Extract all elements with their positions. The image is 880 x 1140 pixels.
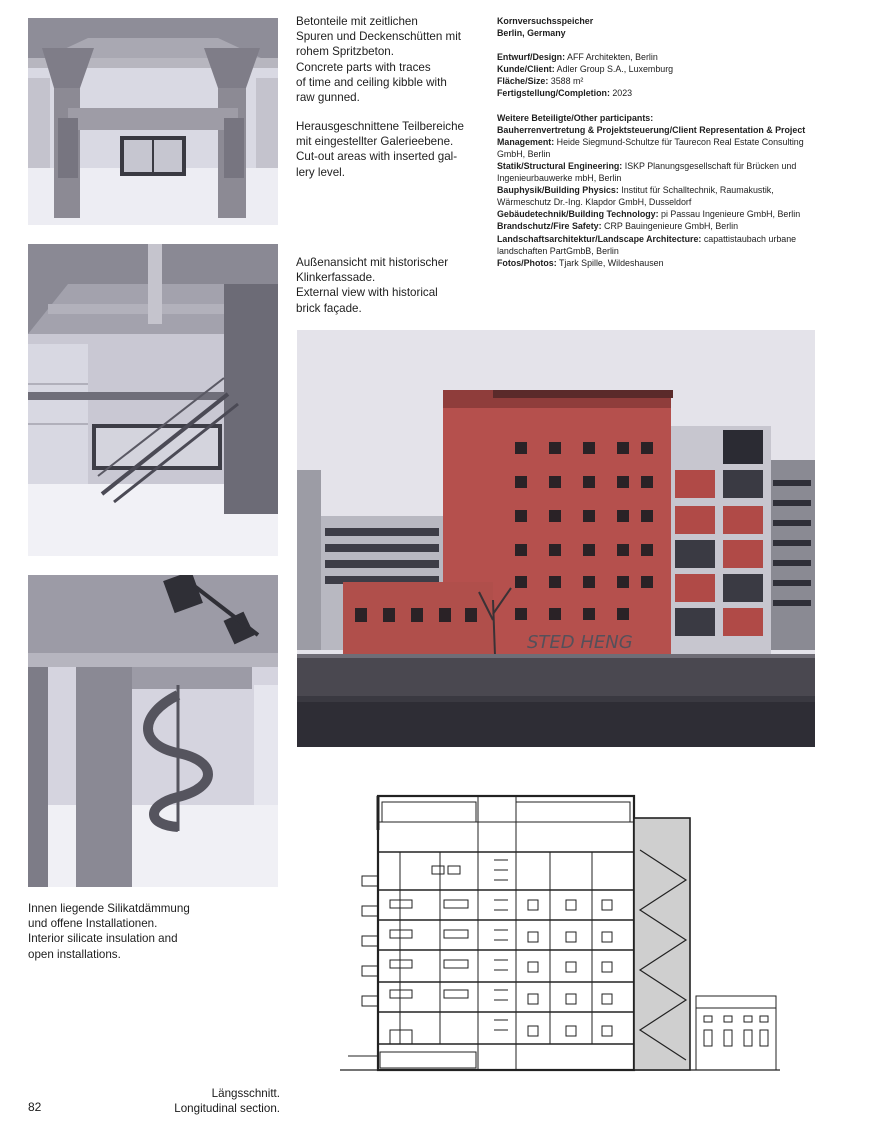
credit-item (497, 160, 827, 184)
credit-label: Bauphysik/Building Physics: (497, 185, 619, 196)
caption-line: und offene Installationen. (28, 917, 158, 931)
credit-value: 3588 m² (548, 76, 584, 87)
credit-label: Gebäudetechnik/Building Technology: (497, 209, 659, 220)
caption-line: Innen liegende Silikatdämmung (28, 902, 190, 915)
credit-item (497, 124, 827, 160)
credit-value: Tjark Spille, Wildeshausen (556, 257, 664, 268)
caption-line: Cut-out areas with inserted gal- (296, 150, 458, 164)
project-credits (497, 15, 827, 269)
credit-item (497, 63, 827, 75)
project-location: Berlin, Germany (497, 28, 566, 39)
caption-line: rohem Spritzbeton. (296, 45, 394, 59)
credit-label: Entwurf/Design: (497, 52, 566, 63)
caption-longitudinal-section (174, 1086, 280, 1116)
caption-line: Longitudinal section. (174, 1102, 280, 1116)
caption-line: open installations. (28, 947, 121, 961)
credit-label: Statik/Structural Engineering: (497, 160, 623, 171)
caption-line: Klinkerfassade. (296, 271, 376, 285)
credit-value: 2023 (609, 88, 633, 99)
credit-value: CRP Bauingenieure GmbH, Berlin (601, 221, 739, 232)
project-name: Kornversuchsspeicher (497, 16, 594, 26)
caption-line: Concrete parts with traces (296, 60, 431, 74)
page-number: 82 (28, 1100, 42, 1114)
caption-line: Spuren und Deckenschütten mit (296, 30, 461, 44)
caption-concrete-parts (296, 14, 486, 105)
caption-interior-insulation (28, 901, 258, 962)
credit-value: Adler Group S.A., Luxemburg (554, 64, 674, 75)
credit-item (497, 51, 827, 63)
caption-line: raw gunned. (296, 91, 360, 105)
credit-value: Heide Siegmund-Schultze für Taurecon Real Estate Consulting GmbH, Berlin (497, 136, 804, 159)
credit-value: AFF Architekten, Berlin (565, 52, 658, 63)
credit-label: Kunde/Client: (497, 64, 555, 75)
credit-value: ISKP Planungsgesellschaft für Brücken und Ingenieurbauwerke mbH, Berlin (497, 160, 797, 184)
photo-external-view (297, 330, 815, 747)
credit-value: pi Passau Ingenieure GmbH, Berlin (658, 209, 801, 220)
credit-value: Institut für Schalltechnik, Raumakustik, Wärmeschutz Dr.-Ing. Klapdor GmbH, Dusseldorf (497, 185, 774, 208)
credit-label: Fläche/Size: (497, 76, 549, 87)
photo-concrete-columns (28, 18, 278, 225)
credit-item (497, 257, 827, 269)
credit-item (497, 220, 827, 232)
longitudinal-section-drawing (340, 790, 780, 1090)
caption-line: Längsschnitt. (211, 1087, 280, 1100)
caption-line: Betonteile mit zeitlichen (296, 15, 418, 28)
credit-label: Landschaftsarchitektur/Landscape Architecture: (497, 233, 702, 244)
photo-gallery-stairs (28, 244, 278, 556)
other-participants-heading: Weitere Beteiligte/Other participants: (497, 112, 654, 123)
caption-line: brick façade. (296, 301, 362, 315)
credit-item (497, 208, 827, 220)
credit-label: Brandschutz/Fire Safety: (497, 221, 602, 232)
credit-label: Fertigstellung/Completion: (497, 88, 610, 99)
credit-item (497, 75, 827, 87)
facade-graffiti: STED HENG (527, 632, 633, 653)
caption-line: mit eingestellter Galerieebene. (296, 135, 454, 149)
credit-value: capattistaubach urbane landschaften PartGmbB, Berlin (497, 233, 797, 256)
credit-item (497, 87, 827, 99)
caption-line: Interior silicate insulation and (28, 932, 178, 946)
credit-label: Bauherrenvertretung & Projektsteuerung/Client Representation & Project Management: (497, 124, 806, 147)
caption-line: External view with historical (296, 286, 438, 300)
caption-line: Außenansicht mit historischer (296, 256, 449, 269)
caption-line: lery level. (296, 165, 345, 179)
caption-line: Herausgeschnittene Teilbereiche (296, 120, 465, 133)
photo-spiral-stair (28, 575, 278, 887)
credit-item (497, 233, 827, 257)
caption-cut-out-areas (296, 119, 486, 180)
credit-label: Fotos/Photos: (497, 257, 557, 268)
caption-line: of time and ceiling kibble with (296, 75, 447, 89)
caption-external-view (296, 255, 486, 316)
credit-item (497, 184, 827, 208)
